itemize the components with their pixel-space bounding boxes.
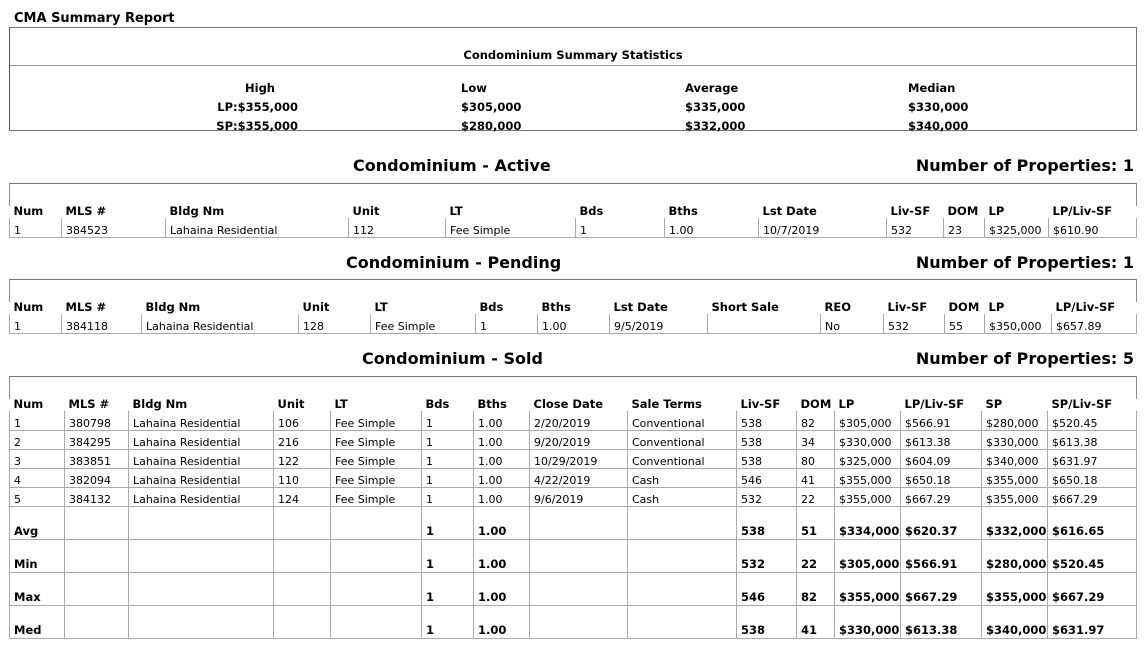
table-cell: 1.00	[474, 430, 530, 449]
sold-table	[9, 395, 1137, 639]
summary-cell: 41	[797, 605, 835, 638]
summary-statistics-box	[9, 27, 1137, 131]
summary-sp-value: $280,000	[461, 119, 522, 133]
table-cell: 112	[349, 218, 446, 237]
table-cell: 1.00	[474, 449, 530, 468]
table-cell: $330,000	[835, 430, 901, 449]
summary-cell	[65, 572, 129, 605]
column-header: LP	[838, 397, 855, 411]
table-cell: 82	[797, 411, 835, 430]
column-header: Bds	[579, 204, 604, 218]
summary-row	[10, 539, 1137, 572]
table-cell: 1.00	[538, 314, 610, 333]
summary-cell: $631.97	[1048, 605, 1137, 638]
table-cell: Conventional	[628, 449, 737, 468]
summary-cell	[331, 605, 422, 638]
table-header-row	[10, 298, 1137, 314]
table-cell: $667.29	[1048, 487, 1137, 506]
table-cell: 110	[274, 468, 331, 487]
table-cell: $350,000	[985, 314, 1052, 333]
column-header: SP/Liv-SF	[1051, 397, 1113, 411]
summary-row	[10, 605, 1137, 638]
column-header: Bds	[425, 397, 450, 411]
summary-sp-value: SP:$355,000	[216, 119, 298, 133]
summary-col-average	[685, 79, 745, 136]
table-cell: 532	[737, 487, 797, 506]
table-cell: Lahaina Residential	[129, 487, 274, 506]
column-header: Unit	[277, 397, 305, 411]
column-header: Num	[13, 204, 44, 218]
table-cell: 34	[797, 430, 835, 449]
summary-col-label: Average	[685, 81, 739, 95]
summary-cell	[530, 572, 628, 605]
summary-cell: 546	[737, 572, 797, 605]
table-row	[10, 218, 1137, 237]
table-cell: 538	[737, 430, 797, 449]
column-header: Bths	[668, 204, 698, 218]
summary-cell: Med	[10, 605, 65, 638]
table-cell: $280,000	[982, 411, 1048, 430]
table-cell: $520.45	[1048, 411, 1137, 430]
summary-cell	[274, 572, 331, 605]
table-cell: 384523	[62, 218, 166, 237]
table-cell: 2	[10, 430, 65, 449]
column-header: Bldg Nm	[145, 300, 201, 314]
column-header: Liv-SF	[740, 397, 781, 411]
summary-cell: $667.29	[901, 572, 982, 605]
table-cell: 384132	[65, 487, 129, 506]
table-cell: $566.91	[901, 411, 982, 430]
summary-cell: $334,000	[835, 506, 901, 539]
summary-cell: 1.00	[474, 572, 530, 605]
table-cell: 10/29/2019	[530, 449, 628, 468]
table-cell: Lahaina Residential	[142, 314, 299, 333]
column-header: MLS #	[65, 300, 107, 314]
summary-cell	[628, 539, 737, 572]
summary-cell: $566.91	[901, 539, 982, 572]
table-cell: $325,000	[835, 449, 901, 468]
table-cell: 532	[887, 218, 944, 237]
table-cell: 1	[10, 314, 62, 333]
table-cell: 128	[299, 314, 371, 333]
table-cell: 9/6/2019	[530, 487, 628, 506]
table-cell: $650.18	[1048, 468, 1137, 487]
table-cell: $355,000	[982, 468, 1048, 487]
summary-cell	[65, 539, 129, 572]
summary-cell	[274, 506, 331, 539]
summary-cell	[530, 506, 628, 539]
column-header: LP/Liv-SF	[1052, 204, 1113, 218]
table-cell: 382094	[65, 468, 129, 487]
sold-section-title: Condominium - Sold	[362, 349, 543, 368]
table-row	[10, 487, 1137, 506]
summary-cell: $520.45	[1048, 539, 1137, 572]
summary-cell: Avg	[10, 506, 65, 539]
column-header: LP	[988, 204, 1005, 218]
table-cell: 122	[274, 449, 331, 468]
table-cell: 4	[10, 468, 65, 487]
table-cell: $650.18	[901, 468, 982, 487]
summary-lp-value: $305,000	[461, 100, 522, 114]
summary-col-label: Median	[908, 81, 956, 95]
column-header: Unit	[302, 300, 330, 314]
summary-cell: 22	[797, 539, 835, 572]
summary-cell: 51	[797, 506, 835, 539]
table-cell: 1	[476, 314, 538, 333]
summary-cell	[129, 572, 274, 605]
summary-cell: 1	[422, 539, 474, 572]
summary-col-median	[908, 79, 968, 136]
table-cell: Lahaina Residential	[166, 218, 349, 237]
table-cell: 1.00	[474, 468, 530, 487]
table-cell: Fee Simple	[446, 218, 576, 237]
table-cell: 106	[274, 411, 331, 430]
summary-cell: 1.00	[474, 506, 530, 539]
table-cell: 41	[797, 468, 835, 487]
column-header: MLS #	[68, 397, 110, 411]
table-cell: Lahaina Residential	[129, 411, 274, 430]
table-cell: 538	[737, 411, 797, 430]
table-cell: Fee Simple	[331, 468, 422, 487]
table-cell: 1	[422, 430, 474, 449]
table-cell: $355,000	[835, 468, 901, 487]
summary-cell	[65, 506, 129, 539]
summary-lp-value: LP:$355,000	[217, 100, 298, 114]
summary-cell: 532	[737, 539, 797, 572]
table-cell: 5	[10, 487, 65, 506]
summary-cell	[129, 506, 274, 539]
table-cell: 4/22/2019	[530, 468, 628, 487]
table-row	[10, 468, 1137, 487]
table-cell: Lahaina Residential	[129, 430, 274, 449]
table-cell: Fee Simple	[371, 314, 476, 333]
summary-cell	[274, 605, 331, 638]
column-header: Close Date	[533, 397, 604, 411]
table-cell: $667.29	[901, 487, 982, 506]
table-cell: 1.00	[474, 487, 530, 506]
table-cell: 80	[797, 449, 835, 468]
summary-cell: 1	[422, 506, 474, 539]
summary-cell: $667.29	[1048, 572, 1137, 605]
table-cell: 1	[422, 468, 474, 487]
table-cell: 538	[737, 449, 797, 468]
table-cell: 384118	[62, 314, 142, 333]
summary-cell: 1	[422, 572, 474, 605]
active-table	[9, 202, 1137, 238]
table-cell: Fee Simple	[331, 430, 422, 449]
table-cell: Fee Simple	[331, 449, 422, 468]
column-header: LT	[334, 397, 348, 411]
table-cell: 55	[945, 314, 985, 333]
table-cell: 1	[10, 218, 62, 237]
summary-col-low	[461, 79, 521, 136]
table-cell: $305,000	[835, 411, 901, 430]
summary-cell	[65, 605, 129, 638]
table-cell: 23	[944, 218, 985, 237]
column-header: LT	[449, 204, 463, 218]
summary-col-high	[202, 79, 298, 136]
table-cell: 216	[274, 430, 331, 449]
table-cell: $613.38	[1048, 430, 1137, 449]
summary-cell: 1.00	[474, 605, 530, 638]
column-header: SP	[985, 397, 1003, 411]
column-header: Num	[13, 300, 44, 314]
summary-cell	[129, 539, 274, 572]
table-cell: $330,000	[982, 430, 1048, 449]
column-header: Bds	[479, 300, 504, 314]
table-cell: Cash	[628, 468, 737, 487]
table-cell: $657.89	[1052, 314, 1137, 333]
table-row	[10, 314, 1137, 333]
table-cell	[708, 314, 821, 333]
table-cell: 380798	[65, 411, 129, 430]
table-cell: 532	[884, 314, 945, 333]
table-header-row	[10, 395, 1137, 411]
summary-cell	[628, 605, 737, 638]
summary-cell: $355,000	[982, 572, 1048, 605]
column-header: REO	[824, 300, 851, 314]
table-cell: $325,000	[985, 218, 1049, 237]
table-cell: $610.90	[1049, 218, 1137, 237]
table-cell: $355,000	[835, 487, 901, 506]
table-cell: $355,000	[982, 487, 1048, 506]
column-header: Liv-SF	[890, 204, 931, 218]
table-cell: Lahaina Residential	[129, 468, 274, 487]
column-header: DOM	[800, 397, 832, 411]
summary-col-label: High	[245, 81, 275, 95]
summary-row	[10, 572, 1137, 605]
summary-cell: $305,000	[835, 539, 901, 572]
summary-heading: Condominium Summary Statistics	[463, 48, 683, 62]
table-cell: 10/7/2019	[759, 218, 887, 237]
summary-cell	[274, 539, 331, 572]
pending-table	[9, 298, 1137, 334]
table-cell: 1	[422, 449, 474, 468]
table-cell: 124	[274, 487, 331, 506]
summary-lp-value: $335,000	[685, 100, 746, 114]
summary-cell	[129, 605, 274, 638]
table-cell: 1.00	[665, 218, 759, 237]
summary-cell	[628, 506, 737, 539]
pending-property-count: Number of Properties: 1	[915, 253, 1134, 272]
summary-cell: Min	[10, 539, 65, 572]
summary-lp-value: $330,000	[908, 100, 969, 114]
summary-cell: $332,000	[982, 506, 1048, 539]
summary-cell: 538	[737, 605, 797, 638]
table-cell: $613.38	[901, 430, 982, 449]
column-header: Bths	[541, 300, 571, 314]
table-cell: 9/20/2019	[530, 430, 628, 449]
summary-cell: 1	[422, 605, 474, 638]
column-header: Unit	[352, 204, 380, 218]
column-header: Num	[13, 397, 44, 411]
table-cell: Conventional	[628, 430, 737, 449]
summary-cell	[530, 605, 628, 638]
table-cell: 22	[797, 487, 835, 506]
summary-cell: $280,000	[982, 539, 1048, 572]
table-cell: Cash	[628, 487, 737, 506]
column-header: Sale Terms	[631, 397, 702, 411]
sold-property-count: Number of Properties: 5	[915, 349, 1134, 368]
column-header: Lst Date	[762, 204, 817, 218]
table-cell: $604.09	[901, 449, 982, 468]
column-header: Bldg Nm	[132, 397, 188, 411]
table-row	[10, 449, 1137, 468]
summary-cell	[331, 539, 422, 572]
table-cell: 1	[10, 411, 65, 430]
summary-cell: Max	[10, 572, 65, 605]
table-cell: No	[821, 314, 884, 333]
summary-cell: $620.37	[901, 506, 982, 539]
column-header: Lst Date	[613, 300, 668, 314]
table-cell: Fee Simple	[331, 411, 422, 430]
table-cell: Lahaina Residential	[129, 449, 274, 468]
summary-cell	[331, 506, 422, 539]
column-header: Bths	[477, 397, 507, 411]
table-cell: 383851	[65, 449, 129, 468]
summary-cell	[530, 539, 628, 572]
summary-cell	[628, 572, 737, 605]
active-property-count: Number of Properties: 1	[915, 156, 1134, 175]
summary-sp-value: $340,000	[908, 119, 969, 133]
pending-section-title: Condominium - Pending	[346, 253, 562, 272]
table-row	[10, 411, 1137, 430]
table-cell: 384295	[65, 430, 129, 449]
summary-cell: $330,000	[835, 605, 901, 638]
column-header: MLS #	[65, 204, 107, 218]
column-header: LP/Liv-SF	[1055, 300, 1116, 314]
summary-col-label: Low	[461, 81, 487, 95]
table-cell: Conventional	[628, 411, 737, 430]
column-header: Short Sale	[711, 300, 779, 314]
table-cell: $340,000	[982, 449, 1048, 468]
summary-sp-value: $332,000	[685, 119, 746, 133]
table-cell: 3	[10, 449, 65, 468]
summary-row	[10, 506, 1137, 539]
active-section-title: Condominium - Active	[353, 156, 551, 175]
column-header: DOM	[947, 204, 979, 218]
summary-cell: $613.38	[901, 605, 982, 638]
table-cell: 2/20/2019	[530, 411, 628, 430]
column-header: LT	[374, 300, 388, 314]
table-cell: $631.97	[1048, 449, 1137, 468]
summary-cell: 82	[797, 572, 835, 605]
column-header: LP	[988, 300, 1005, 314]
column-header: Liv-SF	[887, 300, 928, 314]
summary-cell: 538	[737, 506, 797, 539]
summary-cell: $616.65	[1048, 506, 1137, 539]
report-title: CMA Summary Report	[14, 11, 175, 26]
table-header-row	[10, 202, 1137, 218]
column-header: DOM	[948, 300, 980, 314]
table-row	[10, 430, 1137, 449]
summary-divider	[10, 65, 1136, 66]
summary-cell: 1.00	[474, 539, 530, 572]
table-cell: 1	[576, 218, 665, 237]
table-cell: 1	[422, 411, 474, 430]
table-cell: 9/5/2019	[610, 314, 708, 333]
summary-cell: $340,000	[982, 605, 1048, 638]
summary-cell: $355,000	[835, 572, 901, 605]
table-cell: 546	[737, 468, 797, 487]
table-cell: Fee Simple	[331, 487, 422, 506]
summary-cell	[331, 572, 422, 605]
column-header: Bldg Nm	[169, 204, 225, 218]
column-header: LP/Liv-SF	[904, 397, 965, 411]
table-cell: 1	[422, 487, 474, 506]
table-cell: 1.00	[474, 411, 530, 430]
